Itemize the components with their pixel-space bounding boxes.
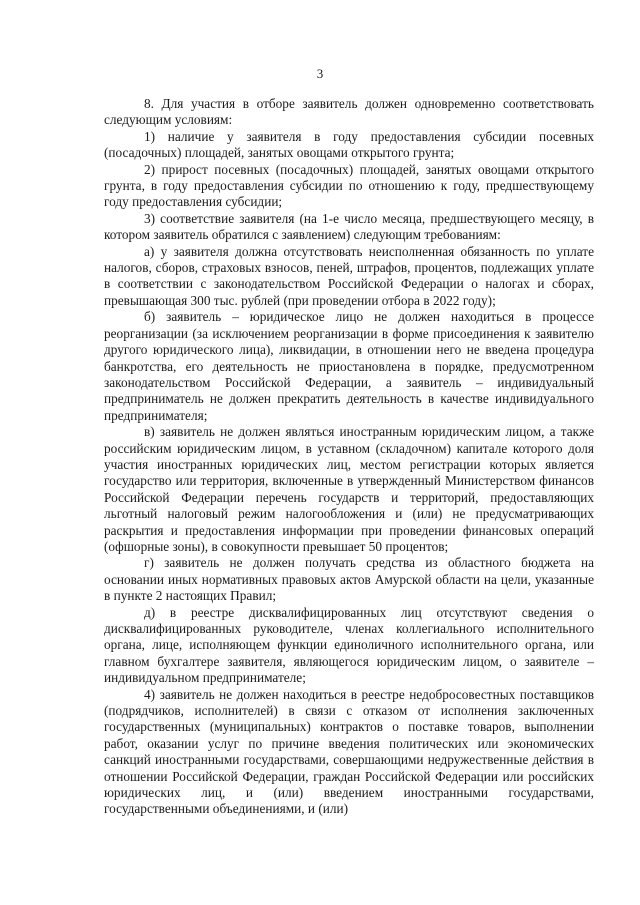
paragraph-8-3-d: д) в реестре дисквалифицированных лиц отсутствуют сведения о дисквалифицированных руководителе, членах коллегиального исполнительного органа, лице, исполняющем функции единоличного исполнительного органа, или главном бухгалтере заявителя, являющегося юридическим лицом, о заявителе – индивидуальном предпринимателе;: [104, 604, 594, 686]
paragraph-8-4: 4) заявитель не должен находиться в реестре недобросовестных поставщиков (подрядчиков, исполнителей) в связи с отказом от исполнения заключенных государственных (муниципальных) контрактов о поставке товаров, выполнении работ, оказании услуг по причине введения политических или экономических санкций иностранными государствами, совершающими недружественные действия в отношении Российской Федерации, граждан Российской Федерации или российских юридических лиц, и (или) введением иностранными государствами, государственными объединениями, и (или): [104, 686, 594, 817]
paragraph-8-3-b: б) заявитель – юридическое лицо не должен находиться в процессе реорганизации (за исключением реорганизации в форме присоединения к заявителю другого юридического лица), ликвидации, в отношении него не введена процедура банкротства, его деятельность не приостановлена в порядке, предусмотренном законодательством Российской Федерации, а заявитель – индивидуальный предприниматель не должен прекратить деятельность в качестве индивидуального предпринимателя;: [104, 309, 594, 423]
paragraph-8-3-g: г) заявитель не должен получать средства из областного бюджета на основании иных нормативных правовых актов Амурской области на цели, указанные в пункте 2 настоящих Правил;: [104, 555, 594, 604]
paragraph-8-3-a: а) у заявителя должна отсутствовать неисполненная обязанность по уплате налогов, сборов, страховых взносов, пеней, штрафов, процентов, подлежащих уплате в соответствии с законодательством Российской Федерации о налогах и сборах, превышающая 300 тыс. рублей (при проведении отбора в 2022 году);: [104, 243, 594, 308]
paragraph-8-3: 3) соответствие заявителя (на 1-е число месяца, предшествующего месяцу, в котором заявитель обратился с заявлением) следующим требованиям:: [104, 210, 594, 243]
paragraph-8-1: 1) наличие у заявителя в году предоставления субсидии посевных (посадочных) площадей, занятых овощами открытого грунта;: [104, 128, 594, 161]
paragraph-8-3-v: в) заявитель не должен являться иностранным юридическим лицом, а также российским юридическим лицом, в уставном (складочном) капитале которого доля участия иностранных юридических лиц, местом регистрации которых является государство или территория, включенные в утвержденный Министерством финансов Российской Федерации перечень государств и территорий, предоставляющих льготный налоговый режим налогообложения и (или) не предусматривающих раскрытия и предоставления информации при проведении финансовых операций (офшорные зоны), в совокупности превышает 50 процентов;: [104, 424, 594, 554]
document-body: [104, 96, 594, 818]
paragraph-8-2: 2) прирост посевных (посадочных) площадей, занятых овощами открытого грунта, в году предоставления субсидии по отношению к году, предшествующему году предоставления субсидии;: [104, 161, 594, 210]
page-number: 3: [316, 66, 324, 81]
paragraph-8: 8. Для участия в отборе заявитель должен одновременно соответствовать следующим условиям:: [104, 96, 594, 128]
